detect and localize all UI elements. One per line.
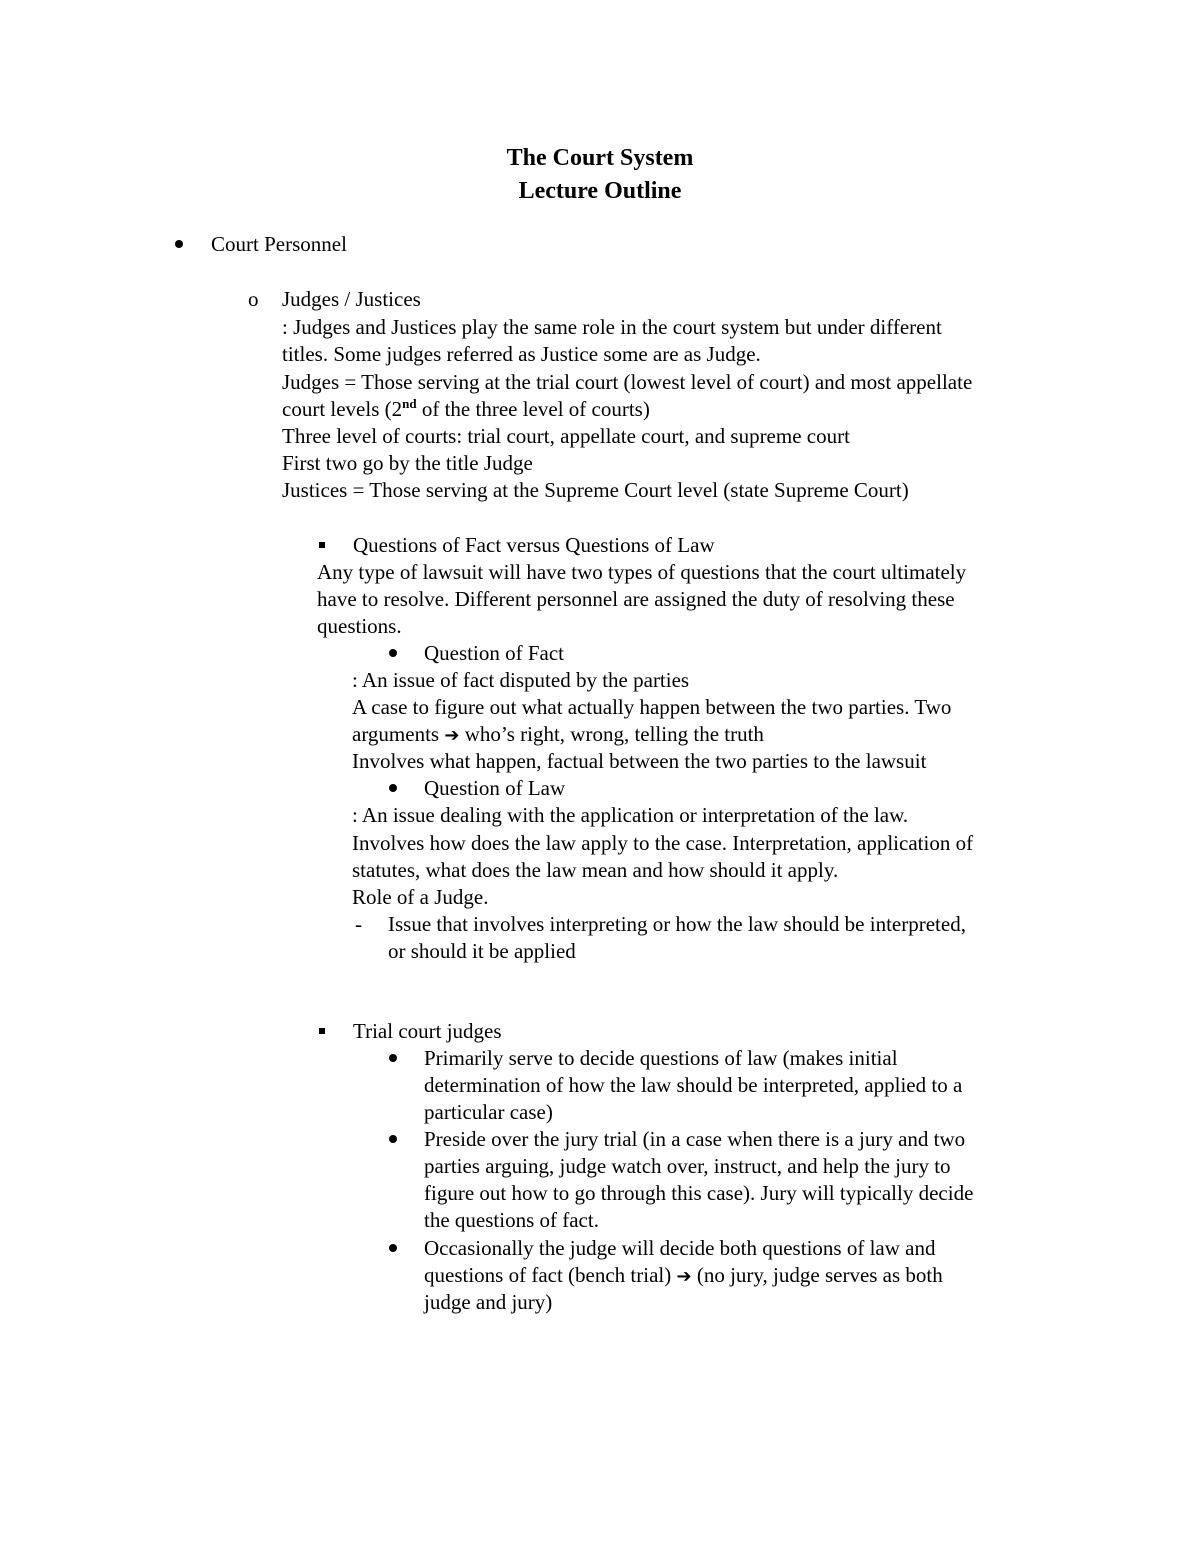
outline-l4-text: Involves what happen, factual between the two parties to the lawsuit [352, 749, 927, 773]
outline-l2-text: titles. Some judges referred as Justice some are as Judge. [282, 342, 761, 366]
outline-l3-text: questions. [317, 614, 402, 638]
bullet-dot-icon [175, 240, 183, 248]
document-title: The Court System [506, 145, 694, 171]
outline-l4-heading: Question of Fact [424, 641, 564, 665]
outline-dash-text: Issue that involves interpreting or how the law should be interpreted, [388, 912, 966, 936]
outline-l2-item: Judges / Justices [282, 287, 421, 311]
trial-item-text: Preside over the jury trial (in a case when there is a jury and two [424, 1127, 966, 1151]
trial-item-text: Occasionally the judge will decide both questions of law and [424, 1236, 936, 1260]
bullet-dot-icon [389, 784, 397, 792]
outline-l2-text: Three level of courts: trial court, appellate court, and supreme court [282, 424, 850, 448]
outline-l4-text: : An issue dealing with the application or interpretation of the law. [352, 803, 909, 827]
outline-l3-heading: Questions of Fact versus Questions of Law [353, 533, 715, 557]
document-subtitle: Lecture Outline [518, 178, 682, 204]
outline-l4-heading: Question of Law [424, 776, 566, 800]
bullet-dot-icon [389, 1244, 397, 1252]
dash-bullet-icon: - [355, 912, 362, 936]
outline-l4-text: Involves how does the law apply to the case. Interpretation, application of [352, 831, 974, 855]
trial-item-text: figure out how to go through this case). Jury will typically decide [424, 1181, 974, 1205]
bullet-square-icon [319, 1028, 325, 1034]
outline-l4-text: : An issue of fact disputed by the parties [352, 668, 690, 692]
bullet-dot-icon [389, 649, 397, 657]
arrow-right-icon: ➔ [676, 1266, 692, 1287]
outline-l3-text: Any type of lawsuit will have two types of questions that the court ultimately [317, 560, 967, 584]
outline-l2-text: : Judges and Justices play the same role in the court system but under different [282, 315, 942, 339]
outline-l4-text: Role of a Judge. [352, 885, 489, 909]
arrow-right-icon: ➔ [444, 725, 460, 746]
outline-l4-text: arguments ➔ who’s right, wrong, telling the truth [352, 722, 764, 746]
bullet-square-icon [319, 542, 325, 548]
bullet-dot-icon [389, 1135, 397, 1143]
trial-item-text: the questions of fact. [424, 1208, 599, 1232]
outline-l2-text: Judges = Those serving at the trial court (lowest level of court) and most appellate [282, 370, 973, 394]
trial-item-text: judge and jury) [424, 1290, 553, 1314]
trial-item-text: Primarily serve to decide questions of law (makes initial [424, 1046, 898, 1070]
outline-l2-text: First two go by the title Judge [282, 451, 533, 475]
trial-item-text: parties arguing, judge watch over, instruct, and help the jury to [424, 1154, 951, 1178]
bullet-circle-icon: o [248, 287, 259, 311]
outline-dash-text: or should it be applied [388, 939, 576, 963]
outline-l2-text: court levels (2nd of the three level of courts) [282, 396, 650, 421]
trial-item-text: questions of fact (bench trial) ➔ (no jury, judge serves as both [424, 1263, 943, 1287]
outline-l3-heading: Trial court judges [353, 1019, 502, 1043]
superscript: nd [402, 396, 417, 411]
outline-l4-text: statutes, what does the law mean and how should it apply. [352, 858, 839, 882]
outline-l2-text: Justices = Those serving at the Supreme Court level (state Supreme Court) [282, 478, 909, 502]
outline-l4-text: A case to figure out what actually happen between the two parties. Two [352, 695, 952, 719]
trial-item-text: determination of how the law should be interpreted, applied to a [424, 1073, 963, 1097]
outline-l3-text: have to resolve. Different personnel are assigned the duty of resolving these [317, 587, 955, 611]
trial-item-text: particular case) [424, 1100, 553, 1124]
bullet-dot-icon [389, 1054, 397, 1062]
outline-l1-item: Court Personnel [211, 232, 347, 256]
